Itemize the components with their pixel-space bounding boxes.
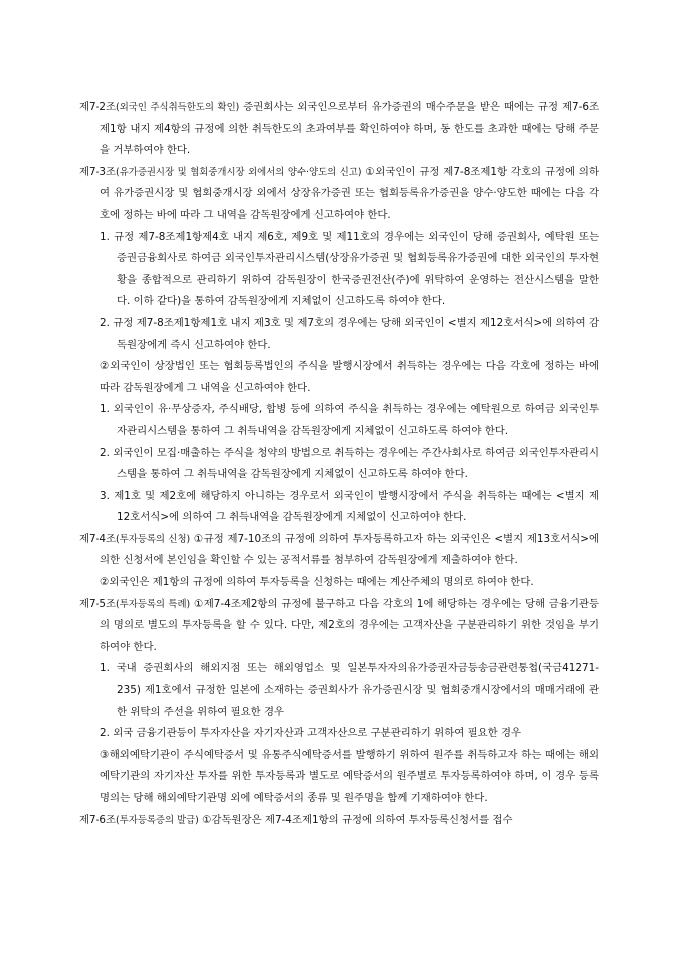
- article-7-3-item-1: 1. 규정 제7-8조제1항제4호 내지 제6호, 제9호 및 제11호의 경우에는 외국인이 당해 증권회사, 예탁원 또는 증권금융회사로 하여금 외국인투자관리시스템(상장유가증권 및 협회등록유가증권에 대한 외국인의 투자현황을 종합적으로 관리하기 위하여 감독원장이 한국증권전산(주)에 위탁하여 운영하는 전산시스템을 말한다. 이하 같다)을 통하여 감독원장에게 지체없이 신고하도록 하여야 한다.: [100, 230, 599, 308]
- article-7-4-paragraph-2: ②외국인은 제1항의 규정에 의하여 투자등록을 신청하는 때에는 계산주체의 명의로 하여야 한다.: [100, 576, 534, 589]
- article-7-3-item-2: 2. 규정 제7-8조제1항제1호 내지 제3호 및 제7호의 경우에는 당해 외국인이 <별지 제12호서식>에 의하여 감독원장에게 즉시 신고하여야 한다.: [100, 316, 599, 351]
- article-7-3-p2-item-2: 2. 외국인이 모집·매출하는 주식을 청약의 방법으로 취득하는 경우에는 주간사회사로 하여금 외국인투자관리시스템을 통하여 그 취득내역을 감독원장에게 지체없이 신고하도록 하여야 한다.: [100, 446, 599, 481]
- article-7-5-item-1: 1. 국내 증권회사의 해외지점 또는 해외영업소 및 일본투자자의유가증권자금등송금관련통첩(국금41271-235) 제1호에서 규정한 일본에 소재하는 증권회사가 유가증권시장 및 협회중개시장에서의 매매거래에 관한 위탁의 주선을 위하여 필요한 경우: [100, 662, 599, 718]
- document-body: [79, 97, 599, 831]
- article-7-3: 제7-3조(유가증권시장 및 협회중개시장 외에서의 양수·양도의 신고) ①외국인이 규정 제7-8조제1항 각호의 규정에 의하여 유가증권시장 및 협회중개시장 외에서 상장유가증권 또는 협회등록유가증권을 양수·양도한 때에는 다음 각호에 정하는 바에 따라 그 내역을 감독원장에게 신고하여야 한다.: [79, 165, 599, 221]
- article-7-4: 제7-4조(투자등록의 신청) ①규정 제7-10조의 규정에 의하여 투자등록하고자 하는 외국인은 <별지 제13호서식>에 의한 신청서에 본인임을 확인할 수 있는 공적서류를 첨부하여 감독원장에게 제출하여야 한다.: [79, 532, 599, 567]
- article-7-5-item-2: 2. 외국 금융기관등이 투자자산을 자기자산과 고객자산으로 구분관리하기 위하여 필요한 경우: [100, 727, 522, 740]
- article-7-3-paragraph-2: ②외국인이 상장법인 또는 협회등록법인의 주식을 발행시장에서 취득하는 경우에는 다음 각호에 정하는 바에 따라 감독원장에게 그 내역을 신고하여야 한다.: [100, 360, 599, 394]
- article-7-5-paragraph-3: ③해외예탁기관이 주식예탁증서 및 유통주식예탁증서를 발행하기 위하여 원주를 취득하고자 하는 때에는 해외예탁기관의 자기자산 투자를 위한 투자등록과 별도로 예탁증서의 원주별로 투자등록하여야 하며, 이 경우 등록명의는 당해 해외예탁기관명 외에 예탁증서의 종류 및 원주명을 함께 기재하여야 한다.: [100, 748, 599, 804]
- article-7-2: 제7-2조(외국인 주식취득한도의 확인) 증권회사는 외국인으로부터 유가증권의 매수주문을 받은 때에는 규정 제7-6조제1항 내지 제4항의 규정에 의한 취득한도의 초과여부를 확인하여야 하며, 동 한도를 초과한 때에는 당해 주문을 거부하여야 한다.: [79, 101, 599, 157]
- article-7-3-p2-item-3: 3. 제1호 및 제2호에 해당하지 아니하는 경우로서 외국인이 발행시장에서 주식을 취득하는 때에는 <별지 제12호서식>에 의하여 그 취득내역을 감독원장에게 지체없이 신고하여야 한다.: [100, 489, 599, 524]
- article-7-3-p2-item-1: 1. 외국인이 유·무상증자, 주식배당, 합병 등에 의하여 주식을 취득하는 경우에는 예탁원으로 하여금 외국인투자관리시스템을 통하여 그 취득내역을 감독원장에게 지체없이 신고하도록 하여야 한다.: [100, 403, 599, 437]
- article-7-5: 제7-5조(투자등록의 특례) ①제7-4조제2항의 규정에 불구하고 다음 각호의 1에 해당하는 경우에는 당해 금융기관등의 명의로 별도의 투자등록을 할 수 있다. 다만, 제2호의 경우에는 고객자산을 구분관리하기 위한 것임을 부기하여야 한다.: [79, 597, 599, 653]
- article-7-6: 제7-6조(투자등록증의 발급) ①감독원장은 제7-4조제1항의 규정에 의하여 투자등록신청서를 접수: [79, 813, 513, 826]
